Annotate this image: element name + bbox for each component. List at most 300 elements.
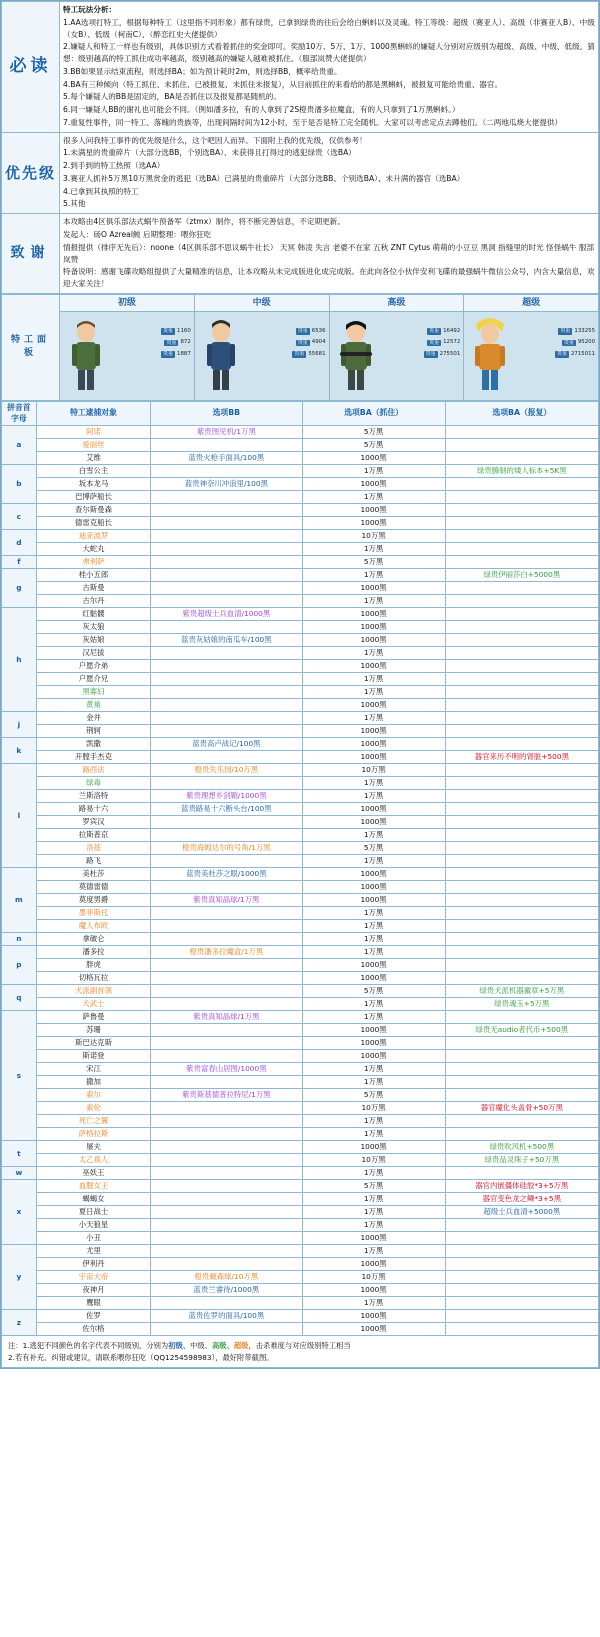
option-ba-revenge-cell <box>445 1323 598 1336</box>
option-bb-cell <box>151 1037 302 1050</box>
fugitive-name-cell: 路西法 <box>36 764 150 777</box>
option-ba-caught-cell: 1万黑 <box>302 569 445 582</box>
fugitive-name-cell: 伊利丹 <box>36 1258 150 1271</box>
option-bb-cell: 蓝贵高卢战记/100黑 <box>151 738 302 751</box>
table-row <box>2 1232 599 1245</box>
fugitive-table <box>1 401 599 1336</box>
thanks-line-4: 特备说明：感谢飞碟攻略组提供了大量精准的信息，让本攻略从未完成版进化成完成版。在此向各位小伙伴安利飞碟的最强蜗牛微信公众号，内含大量信息，欢迎大家关注！ <box>63 267 595 289</box>
fugitive-name-cell: 路易十六 <box>36 803 150 816</box>
fugitive-name-cell: 桂小五郎 <box>36 569 150 582</box>
agent-figure-icon <box>201 318 241 392</box>
option-ba-revenge-cell: 器官内嵌僵体硅胶*3+5万黑 <box>445 1180 598 1193</box>
table-row <box>2 946 599 959</box>
option-ba-caught-cell: 1000黑 <box>302 725 445 738</box>
pinyin-letter-cell: p <box>2 946 37 985</box>
pinyin-letter-cell: z <box>2 1310 37 1336</box>
option-bb-cell <box>151 1219 302 1232</box>
table-row <box>2 920 599 933</box>
option-ba-revenge-cell <box>445 790 598 803</box>
pinyin-letter-cell: l <box>2 764 37 868</box>
option-ba-revenge-cell: 绿贵犬派机器徽章+5万黑 <box>445 985 598 998</box>
option-bb-cell <box>151 569 302 582</box>
option-bb-cell: 橙贵潘多拉魔盒/1万黑 <box>151 946 302 959</box>
pinyin-letter-cell: k <box>2 738 37 764</box>
option-ba-caught-cell: 5万黑 <box>302 1180 445 1193</box>
option-ba-revenge-cell: 绿贵无audio者代币+500黑 <box>445 1024 598 1037</box>
option-ba-caught-cell: 1000黑 <box>302 881 445 894</box>
option-ba-caught-cell: 1000黑 <box>302 1024 445 1037</box>
table-row <box>2 426 599 439</box>
option-ba-revenge-cell <box>445 1089 598 1102</box>
option-bb-cell: 紫贵真知晶球/1万黑 <box>151 894 302 907</box>
footer-line1-prefix: 注：1.逃犯不同颜色的名字代表不同级别，分别为 <box>8 1341 169 1351</box>
option-ba-revenge-cell <box>445 868 598 881</box>
fugitive-name-cell: 屠夫 <box>36 1141 150 1154</box>
option-ba-revenge-cell <box>445 1115 598 1128</box>
stat-value: 1160 <box>177 327 191 334</box>
thanks-line-2: 发起人：砀O Azreal魨 后期整理：喂你狂吃 <box>63 230 212 240</box>
thanks-line-1: 本攻略由4区俱乐部法式蜗牛预备军（ztmx）制作，将不断完善信息，不定期更新。 <box>63 217 345 227</box>
option-ba-caught-cell: 1万黑 <box>302 1128 445 1141</box>
table-row <box>2 894 599 907</box>
fugitive-name-cell: 太乙真人 <box>36 1154 150 1167</box>
fugitive-table-header <box>2 401 599 425</box>
fugitive-name-cell: 白雪公主 <box>36 465 150 478</box>
fugitive-name-cell: 宋江 <box>36 1063 150 1076</box>
stat-value: 1887 <box>177 350 191 357</box>
table-row <box>2 816 599 829</box>
intro-sections-table <box>1 1 599 294</box>
fugitive-name-cell: 黑寡妇 <box>36 686 150 699</box>
fugitive-name-cell: 户愿介弟 <box>36 660 150 673</box>
option-ba-caught-cell: 1万黑 <box>302 595 445 608</box>
fugitive-name-cell: 索伦 <box>36 1102 150 1115</box>
option-ba-caught-cell: 1万黑 <box>302 777 445 790</box>
fugitive-name-cell: 萨鲁曼 <box>36 1011 150 1024</box>
option-ba-revenge-cell <box>445 1284 598 1297</box>
option-ba-revenge-cell: 超级士兵血清+5000黑 <box>445 1206 598 1219</box>
option-ba-revenge-cell <box>445 582 598 595</box>
fugitive-name-cell: 小丑 <box>36 1232 150 1245</box>
option-bb-cell <box>151 920 302 933</box>
panel-card-row <box>2 311 599 400</box>
agent-card-2 <box>329 311 464 400</box>
table-row <box>2 907 599 920</box>
option-ba-revenge-cell: 绿贵魂玉+5万黑 <box>445 998 598 1011</box>
table-row <box>2 1063 599 1076</box>
header-option-bb: 选项BB <box>151 401 302 425</box>
table-row <box>2 790 599 803</box>
option-ba-revenge-cell <box>445 855 598 868</box>
table-row <box>2 582 599 595</box>
table-row <box>2 855 599 868</box>
option-bb-cell: 橙贵戴森球/10万黑 <box>151 1271 302 1284</box>
option-bb-cell <box>151 686 302 699</box>
option-bb-cell <box>151 595 302 608</box>
fugitive-name-cell: 巫妖王 <box>36 1167 150 1180</box>
must-read-line-5: 5.每个嫌疑人的BB是固定的，BA是否抓住以及报复都是随机的。 <box>63 92 281 102</box>
option-ba-caught-cell: 5万黑 <box>302 985 445 998</box>
agent-card-0-stats <box>161 328 191 362</box>
section-thanks <box>2 214 599 294</box>
option-bb-cell <box>151 998 302 1011</box>
option-ba-caught-cell: 5万黑 <box>302 439 445 452</box>
option-ba-caught-cell: 1000黑 <box>302 634 445 647</box>
agent-card-1-stats <box>292 328 325 362</box>
option-ba-revenge-cell: 器官来历不明的肾脏+500黑 <box>445 751 598 764</box>
option-ba-caught-cell: 5万黑 <box>302 842 445 855</box>
option-ba-revenge-cell <box>445 816 598 829</box>
option-ba-revenge-cell <box>445 634 598 647</box>
fugitive-name-cell: 弗利萨 <box>36 556 150 569</box>
option-ba-revenge-cell <box>445 517 598 530</box>
option-ba-revenge-cell <box>445 738 598 751</box>
option-ba-revenge-cell <box>445 920 598 933</box>
thanks-line-3: 情报提供（排序无先后）：noone（4区俱乐部不思议蜗牛社长） 天冥 韩凌 失言 老婆不在家 五秋 ZNT Cytus 萌萌的小豆豆 黑洞 指缝里的时光 怪怪蜗牛 服部岚赞 <box>63 242 595 264</box>
fugitive-name-cell: 苏珊 <box>36 1024 150 1037</box>
fugitive-name-cell: 潘多拉 <box>36 946 150 959</box>
option-bb-cell <box>151 1245 302 1258</box>
table-row <box>2 1180 599 1193</box>
option-ba-caught-cell: 1000黑 <box>302 478 445 491</box>
stat-chip: 贵重 <box>425 350 436 357</box>
option-bb-cell <box>151 959 302 972</box>
fugitive-name-cell: 佐尔格 <box>36 1323 150 1336</box>
agent-figure-icon <box>336 318 376 392</box>
tier-header-2: 高级 <box>329 294 464 311</box>
option-bb-cell: 蓝贵神奈川冲浪里/100黑 <box>151 478 302 491</box>
option-bb-cell <box>151 530 302 543</box>
option-ba-caught-cell: 5万黑 <box>302 556 445 569</box>
section-body-must-read <box>60 2 599 133</box>
option-ba-caught-cell: 1万黑 <box>302 543 445 556</box>
fugitive-name-cell: 宇宙大帝 <box>36 1271 150 1284</box>
option-bb-cell <box>151 1024 302 1037</box>
must-read-line-2: 2.嫌疑人和特工一样也有级别，具体识别方式看着抓住的奖金即可。奖励10万、5万、1万、1000黑蝌蚪的嫌疑人分别对应级别为超级、高级、中级、低级。猜想：级别越高的特工抓住成功率越高，级别越高的嫌疑人越难被抓住。（服部岚赞大佬提供） <box>63 42 595 64</box>
table-row <box>2 881 599 894</box>
fugitive-name-cell: 绿毒 <box>36 777 150 790</box>
option-bb-cell <box>151 582 302 595</box>
header-option-ba-revenge: 选项BA（报复） <box>445 401 598 425</box>
agent-figure-icon <box>470 318 510 392</box>
stat-value: 133255 <box>574 327 595 334</box>
option-ba-caught-cell: 5万黑 <box>302 1089 445 1102</box>
fugitive-name-cell: 莫度男爵 <box>36 894 150 907</box>
option-ba-caught-cell: 1000黑 <box>302 803 445 816</box>
fugitive-name-cell: 魔人布欧 <box>36 920 150 933</box>
table-row <box>2 1154 599 1167</box>
option-ba-caught-cell: 1万黑 <box>302 1063 445 1076</box>
agent-card-0 <box>60 311 195 400</box>
option-ba-caught-cell: 1000黑 <box>302 959 445 972</box>
fugitive-name-cell: 夏日战士 <box>36 1206 150 1219</box>
option-bb-cell: 橙贵海姆达尔的号角/1万黑 <box>151 842 302 855</box>
option-ba-caught-cell: 1000黑 <box>302 608 445 621</box>
table-row <box>2 699 599 712</box>
option-ba-revenge-cell <box>445 1219 598 1232</box>
header-pinyin: 拼音首字母 <box>2 401 37 425</box>
option-ba-revenge-cell <box>445 491 598 504</box>
level-2-label: 中级 <box>190 1341 205 1351</box>
fugitive-name-cell: 鹰眼 <box>36 1297 150 1310</box>
fugitive-name-cell: 金井 <box>36 712 150 725</box>
option-ba-revenge-cell <box>445 543 598 556</box>
fugitive-name-cell: 蝎蝎女 <box>36 1193 150 1206</box>
stat-chip: 贵重 <box>560 328 571 335</box>
option-bb-cell <box>151 621 302 634</box>
fugitive-name-cell: 户愿介兄 <box>36 673 150 686</box>
table-row <box>2 1284 599 1297</box>
table-row <box>2 1076 599 1089</box>
option-ba-caught-cell: 1万黑 <box>302 1219 445 1232</box>
option-bb-cell <box>151 660 302 673</box>
option-bb-cell <box>151 673 302 686</box>
tier-header-0: 初级 <box>60 294 195 311</box>
stat-value: 55681 <box>308 350 326 357</box>
table-row <box>2 1141 599 1154</box>
fugitive-name-cell: 开膛手杰克 <box>36 751 150 764</box>
option-ba-caught-cell: 1000黑 <box>302 517 445 530</box>
section-label-priority: 优先级 <box>2 132 60 214</box>
option-ba-caught-cell: 10万黑 <box>302 530 445 543</box>
fugitive-name-cell: 兰斯洛特 <box>36 790 150 803</box>
option-ba-caught-cell: 1000黑 <box>302 1284 445 1297</box>
table-row <box>2 452 599 465</box>
option-ba-revenge-cell <box>445 1011 598 1024</box>
option-ba-revenge-cell <box>445 1063 598 1076</box>
priority-line-3: 2.到手到的特工热照（选AA） <box>63 161 165 171</box>
table-row <box>2 777 599 790</box>
option-ba-revenge-cell <box>445 1050 598 1063</box>
option-ba-revenge-cell: 绿贵吹风机+500黑 <box>445 1141 598 1154</box>
table-row <box>2 1167 599 1180</box>
option-ba-revenge-cell <box>445 1076 598 1089</box>
stat-value: 6536 <box>311 327 326 334</box>
option-bb-cell: 蓝贵路易十六断头台/100黑 <box>151 803 302 816</box>
table-row <box>2 1219 599 1232</box>
option-bb-cell <box>151 725 302 738</box>
table-row <box>2 725 599 738</box>
option-bb-cell <box>151 777 302 790</box>
table-row <box>2 1102 599 1115</box>
option-ba-revenge-cell <box>445 946 598 959</box>
option-ba-revenge-cell <box>445 504 598 517</box>
fugitive-name-cell: 胖虎 <box>36 959 150 972</box>
stat-chip: 贵重 <box>429 339 440 346</box>
option-bb-cell: 橙贵失乐园/10万黑 <box>151 764 302 777</box>
fugitive-name-cell: 死亡之翼 <box>36 1115 150 1128</box>
fugitive-name-cell: 红骷髅 <box>36 608 150 621</box>
option-ba-revenge-cell: 器官变色龙之鳞*3+5黑 <box>445 1193 598 1206</box>
option-ba-revenge-cell <box>445 673 598 686</box>
table-row <box>2 985 599 998</box>
fugitive-name-cell: 佐罗 <box>36 1310 150 1323</box>
fugitive-name-cell: 德雷克船长 <box>36 517 150 530</box>
stat-chip: 贵重 <box>297 339 308 346</box>
option-bb-cell <box>151 816 302 829</box>
panel-label: 特工面板 <box>2 294 60 400</box>
fugitive-name-cell: 犬派副首领 <box>36 985 150 998</box>
footer-line-2: 2.若有补充、纠错或建议，请联系喂你狂吃（QQ1254598983），最好附带截图。 <box>8 1352 274 1362</box>
pinyin-letter-cell: x <box>2 1180 37 1245</box>
option-bb-cell: 蓝贵火枪手面具/100黑 <box>151 452 302 465</box>
stat-chip: 贵重 <box>166 339 177 346</box>
table-row <box>2 504 599 517</box>
option-bb-cell <box>151 1141 302 1154</box>
stat-value: 2715011 <box>570 350 595 357</box>
table-row <box>2 556 599 569</box>
option-ba-revenge-cell <box>445 608 598 621</box>
stat-chip: 贵重 <box>429 328 440 335</box>
option-ba-caught-cell: 1万黑 <box>302 1245 445 1258</box>
option-ba-caught-cell: 1000黑 <box>302 621 445 634</box>
fugitive-name-cell: 斯诺登 <box>36 1050 150 1063</box>
option-ba-revenge-cell <box>445 478 598 491</box>
must-read-line-3: 3.BB如果显示结束流程，则选择BA；如为预计耗时2m，则选择BB，概率给贵重。 <box>63 66 342 76</box>
stat-chip: 贵重 <box>563 339 574 346</box>
fugitive-name-cell: 美杜莎 <box>36 868 150 881</box>
fugitive-name-cell: 拉斯普京 <box>36 829 150 842</box>
option-ba-caught-cell: 1万黑 <box>302 465 445 478</box>
table-row <box>2 751 599 764</box>
table-row <box>2 868 599 881</box>
option-bb-cell <box>151 1076 302 1089</box>
pinyin-letter-cell: n <box>2 933 37 946</box>
option-bb-cell <box>151 751 302 764</box>
option-ba-revenge-cell <box>445 556 598 569</box>
table-row <box>2 569 599 582</box>
footer-notes <box>1 1336 599 1368</box>
stat-chip: 贵重 <box>297 328 308 335</box>
fugitive-name-cell: 凯撒 <box>36 738 150 751</box>
option-ba-caught-cell: 1000黑 <box>302 1258 445 1271</box>
option-ba-revenge-cell <box>445 959 598 972</box>
fugitive-name-cell: 切格瓦拉 <box>36 972 150 985</box>
option-ba-revenge-cell <box>445 1128 598 1141</box>
header-option-ba-caught: 选项BA（抓住） <box>302 401 445 425</box>
table-row <box>2 595 599 608</box>
stat-value: 872 <box>180 339 191 346</box>
tier-header-3: 超级 <box>464 294 599 311</box>
fugitive-name-cell: 斯巴达克斯 <box>36 1037 150 1050</box>
table-row <box>2 1128 599 1141</box>
must-read-line-4: 4.BA有三种倾向（特工抓住、未抓住、已被报复、未抓住未报复），从目前抓住的来看给的都是黑蝌蚪，被报复可能给贵重、器官。 <box>63 79 503 89</box>
table-row <box>2 1297 599 1310</box>
pinyin-letter-cell: b <box>2 465 37 504</box>
option-ba-revenge-cell <box>445 907 598 920</box>
table-row <box>2 491 599 504</box>
option-ba-caught-cell: 1万黑 <box>302 933 445 946</box>
section-label-must-read: 必读 <box>2 2 60 133</box>
option-bb-cell: 蓝贵美杜莎之眼/1000黑 <box>151 868 302 881</box>
option-bb-cell <box>151 1167 302 1180</box>
tier-header-1: 中级 <box>194 294 329 311</box>
stat-value: 12572 <box>443 339 461 346</box>
priority-line-6: 5.其他 <box>63 199 86 209</box>
fugitive-name-cell: 犬武士 <box>36 998 150 1011</box>
option-bb-cell <box>151 1258 302 1271</box>
option-bb-cell <box>151 556 302 569</box>
stat-value: 4904 <box>311 339 326 346</box>
option-ba-revenge-cell <box>445 725 598 738</box>
table-row <box>2 1115 599 1128</box>
option-bb-cell <box>151 1128 302 1141</box>
must-read-line-6: 6.同一嫌疑人BB的谢礼也可能会不同。（例如潘多拉，有的人拿到了2S橙贵潘多拉魔盒，有的人只拿到了1万黑蝌蚪。） <box>63 105 460 115</box>
agent-card-2-stats <box>424 328 461 362</box>
fugitive-name-cell: 黄巢 <box>36 699 150 712</box>
option-ba-revenge-cell <box>445 1037 598 1050</box>
fugitive-name-cell: 爱丽丝 <box>36 439 150 452</box>
option-ba-revenge-cell <box>445 881 598 894</box>
option-bb-cell: 紫贵富春山居图/1000黑 <box>151 1063 302 1076</box>
option-bb-cell <box>151 972 302 985</box>
option-ba-revenge-cell <box>445 1232 598 1245</box>
option-ba-revenge-cell: 绿贵腾制的矮人标本+5K黑 <box>445 465 598 478</box>
option-ba-caught-cell: 5万黑 <box>302 426 445 439</box>
table-row <box>2 803 599 816</box>
option-ba-revenge-cell <box>445 777 598 790</box>
table-row <box>2 998 599 1011</box>
table-row <box>2 517 599 530</box>
agent-panel-table <box>1 294 599 401</box>
option-bb-cell <box>151 647 302 660</box>
option-bb-cell: 蓝贵佐罗的面具/100黑 <box>151 1310 302 1323</box>
table-row <box>2 764 599 777</box>
pinyin-letter-cell: y <box>2 1245 37 1310</box>
option-bb-cell: 紫贵真知晶球/1万黑 <box>151 1011 302 1024</box>
pinyin-letter-cell: f <box>2 556 37 569</box>
option-ba-revenge-cell <box>445 1271 598 1284</box>
pinyin-letter-cell: t <box>2 1141 37 1167</box>
option-ba-revenge-cell: 绿贵品灵珠子+50万黑 <box>445 1154 598 1167</box>
fugitive-name-cell: 阿诺 <box>36 426 150 439</box>
option-ba-caught-cell: 1000黑 <box>302 738 445 751</box>
table-row <box>2 1258 599 1271</box>
pinyin-letter-cell: j <box>2 712 37 738</box>
option-ba-caught-cell: 1万黑 <box>302 1297 445 1310</box>
table-row <box>2 738 599 751</box>
agent-card-1 <box>194 311 329 400</box>
option-ba-revenge-cell <box>445 894 598 907</box>
option-ba-revenge-cell <box>445 1245 598 1258</box>
table-row <box>2 1310 599 1323</box>
option-bb-cell <box>151 1102 302 1115</box>
option-bb-cell <box>151 504 302 517</box>
option-ba-caught-cell: 1万黑 <box>302 1193 445 1206</box>
option-ba-caught-cell: 1000黑 <box>302 816 445 829</box>
stat-chip: 贵重 <box>294 350 305 357</box>
table-row <box>2 530 599 543</box>
option-ba-revenge-cell <box>445 1297 598 1310</box>
fugitive-name-cell: 大蛇丸 <box>36 543 150 556</box>
option-ba-caught-cell: 1000黑 <box>302 582 445 595</box>
must-read-line-7: 7.重复性事件，同一特工、落魄的贵族等，出现间隔时间为12小时，至于是否是特工完全随机。大家可以考虑定点去蹲他们。（二两地瓜烧大佬提供） <box>63 117 563 127</box>
panel-tier-header-row <box>2 294 599 311</box>
option-ba-caught-cell: 1万黑 <box>302 686 445 699</box>
option-bb-cell <box>151 1297 302 1310</box>
option-ba-revenge-cell <box>445 452 598 465</box>
fugitive-name-cell: 艾维 <box>36 452 150 465</box>
option-ba-caught-cell: 1万黑 <box>302 1011 445 1024</box>
agent-figure-icon <box>66 318 106 392</box>
option-bb-cell <box>151 517 302 530</box>
stat-value: 95200 <box>577 339 595 346</box>
option-ba-revenge-cell <box>445 829 598 842</box>
option-ba-revenge-cell <box>445 621 598 634</box>
option-bb-cell <box>151 855 302 868</box>
option-ba-revenge-cell <box>445 972 598 985</box>
option-bb-cell <box>151 1154 302 1167</box>
